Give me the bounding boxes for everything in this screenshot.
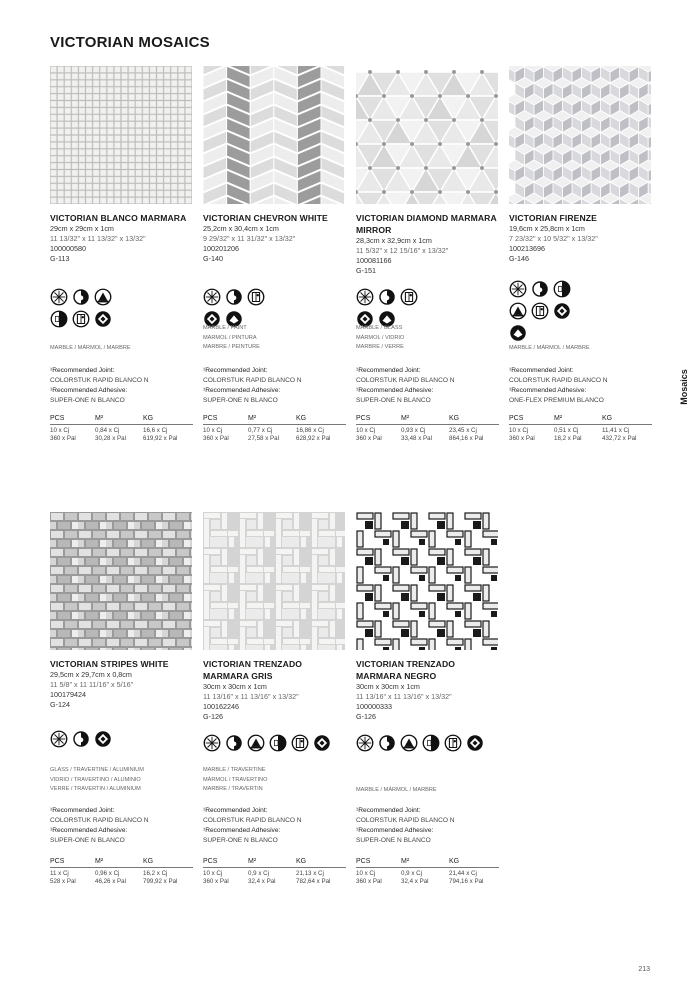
- header-kg: KG: [143, 858, 154, 866]
- dim-size-cm: 19,6cm x 25,8cm x 1cm: [509, 224, 585, 233]
- dim-size-in: 11 13/16" x 11 13/16" x 13/32": [203, 692, 299, 701]
- product-dimensions: [356, 236, 448, 276]
- product-dimensions: [203, 682, 299, 722]
- header-m2: M²: [248, 415, 257, 423]
- cell-kg: 16,6 x Cj: [143, 426, 168, 434]
- cell-kg: 11,41 x Cj: [602, 426, 630, 434]
- packaging-row: [203, 867, 346, 878]
- materials-list: [509, 344, 654, 354]
- recommendations: [356, 366, 501, 406]
- indoor-icon: [531, 302, 549, 320]
- product-name: VICTORIAN STRIPES WHITE: [50, 659, 169, 669]
- polished-icon: [94, 310, 112, 328]
- cell-kg: 432,72 x Pal: [602, 434, 637, 442]
- packaging-table: [50, 857, 193, 886]
- header-m2: M²: [248, 858, 257, 866]
- floor-wall-icon: [247, 734, 265, 752]
- recommendations: [203, 806, 348, 846]
- cell-pcs: 10 x Cj: [203, 426, 223, 434]
- tile-image: [203, 512, 345, 650]
- packaging-row: [203, 878, 346, 886]
- product-name: VICTORIAN TRENZADO MARMARA NEGRO: [356, 659, 456, 681]
- product-name: VICTORIAN TRENZADO MARMARA GRIS: [203, 659, 303, 681]
- dim-code: 100162246: [203, 702, 239, 711]
- dim-code: 100201206: [203, 244, 239, 253]
- polished-icon: [553, 302, 571, 320]
- indoor-icon: [72, 310, 90, 328]
- header-pcs: PCS: [509, 415, 524, 423]
- dim-code: 100000580: [50, 244, 86, 253]
- floor-wall-icon: [94, 288, 112, 306]
- recommended-adhesive-value: SUPER-ONE N BLANCO: [50, 397, 125, 404]
- product-card: [509, 66, 651, 442]
- product-dimensions: [356, 682, 452, 722]
- packaging-table: [509, 414, 652, 443]
- packaging-row: [509, 435, 652, 443]
- header-kg: KG: [143, 415, 154, 423]
- cell-kg: 21,13 x Cj: [296, 869, 324, 877]
- product-name: VICTORIAN CHEVRON WHITE: [203, 213, 328, 223]
- indoor-icon: [444, 734, 462, 752]
- feature-icons: [356, 734, 504, 752]
- header-m2: M²: [401, 858, 410, 866]
- water-absorption-icon: [72, 288, 90, 306]
- materials-list: [356, 324, 501, 353]
- cell-pcs: 10 x Cj: [50, 426, 70, 434]
- product-name: VICTORIAN DIAMOND MARMARA MIRROR: [356, 213, 497, 235]
- recommendations: [50, 806, 195, 846]
- dim-size-cm: 30cm x 30cm x 1cm: [356, 682, 420, 691]
- recommended-adhesive-value: ONE-FLEX PREMIUM BLANCO: [509, 397, 604, 404]
- water-absorption-icon: [225, 288, 243, 306]
- packaging-table: [50, 414, 193, 443]
- recommended-adhesive-label: ¹Recommended Adhesive:: [356, 387, 434, 394]
- packaging-header-row: [203, 414, 346, 424]
- packaging-row: [50, 435, 193, 443]
- tile-image: [509, 66, 651, 204]
- dim-size-in: 11 5/32" x 12 15/16" x 13/32": [356, 246, 449, 255]
- polished-icon: [94, 730, 112, 748]
- cell-m2: 18,2 x Pal: [554, 434, 582, 442]
- indoor-icon: [400, 288, 418, 306]
- packaging-row: [50, 878, 193, 886]
- cell-pcs: 360 x Pal: [356, 434, 382, 442]
- cell-pcs: 360 x Pal: [50, 434, 76, 442]
- packaging-header-row: [50, 414, 193, 424]
- header-m2: M²: [401, 415, 410, 423]
- indoor-icon: [291, 734, 309, 752]
- tile-image: [50, 512, 192, 650]
- cell-pcs: 10 x Cj: [356, 869, 376, 877]
- product-card: [203, 66, 345, 442]
- header-pcs: PCS: [356, 858, 371, 866]
- frost-resistant-icon: [50, 730, 68, 748]
- cell-pcs: 360 x Pal: [356, 877, 382, 885]
- header-m2: M²: [554, 415, 563, 423]
- cell-m2: 33,48 x Pal: [401, 434, 432, 442]
- dim-size-in: 7 23/32" x 10 5/32" x 13/32": [509, 234, 598, 243]
- header-pcs: PCS: [356, 415, 371, 423]
- material-line: MÁRMOL / TRAVERTINO: [203, 776, 268, 783]
- recommended-joint-label: ¹Recommended Joint:: [356, 367, 421, 374]
- cell-m2: 27,58 x Pal: [248, 434, 279, 442]
- recommended-adhesive-value: SUPER-ONE N BLANCO: [356, 397, 431, 404]
- dim-size-cm: 30cm x 30cm x 1cm: [203, 682, 267, 691]
- recommended-adhesive-value: SUPER-ONE N BLANCO: [203, 397, 278, 404]
- material-line: MARBLE / MÁRMOL / MARBRE: [50, 345, 131, 351]
- recommended-joint-value: COLORSTUK RAPID BLANCO N: [356, 377, 455, 384]
- floor-wall-icon: [400, 734, 418, 752]
- recommended-joint-value: COLORSTUK RAPID BLANCO N: [50, 377, 149, 384]
- tile-image: [356, 66, 498, 204]
- cell-m2: 0,77 x Cj: [248, 426, 273, 434]
- cell-m2: 0,9 x Cj: [401, 869, 422, 877]
- dim-size-in: 11 13/16" x 11 13/16" x 13/32": [356, 692, 452, 701]
- dim-code: 100000333: [356, 702, 392, 711]
- material-line: GLASS / TRAVERTINE / ALUMINIUM: [50, 767, 144, 773]
- cell-m2: 0,93 x Cj: [401, 426, 426, 434]
- cell-kg: 628,92 x Pal: [296, 434, 331, 442]
- feature-icons: [50, 730, 128, 748]
- cell-pcs: 11 x Cj: [50, 869, 69, 877]
- packaging-table: [356, 414, 499, 443]
- product-dimensions: [50, 670, 133, 710]
- frost-resistant-icon: [203, 288, 221, 306]
- cell-kg: 23,45 x Cj: [449, 426, 477, 434]
- water-absorption-icon: [72, 730, 90, 748]
- product-name: VICTORIAN BLANCO MARMARA: [50, 213, 187, 223]
- water-absorption-icon: [225, 734, 243, 752]
- recommended-joint-value: COLORSTUK RAPID BLANCO N: [203, 817, 302, 824]
- material-line: MARBLE / TRAVERTINE: [203, 767, 266, 773]
- material-line: MÁRMOL / PINTURA: [203, 334, 257, 341]
- header-pcs: PCS: [50, 858, 65, 866]
- packaging-header-row: [509, 414, 652, 424]
- header-pcs: PCS: [203, 415, 218, 423]
- header-kg: KG: [449, 858, 460, 866]
- cell-m2: 46,26 x Pal: [95, 877, 126, 885]
- tile-image: [203, 66, 345, 204]
- header-m2: M²: [95, 858, 104, 866]
- recommended-joint-label: ¹Recommended Joint:: [50, 807, 115, 814]
- header-kg: KG: [602, 415, 613, 423]
- material-line: VIDRIO / TRAVERTINO / ALUMINIO: [50, 776, 141, 783]
- dim-group: G-140: [203, 254, 223, 263]
- recommended-joint-value: COLORSTUK RAPID BLANCO N: [509, 377, 608, 384]
- cell-pcs: 10 x Cj: [356, 426, 376, 434]
- water-absorption-icon: [531, 280, 549, 298]
- dim-group: G-113: [50, 254, 70, 263]
- dim-size-cm: 25,2cm x 30,4cm x 1cm: [203, 224, 279, 233]
- product-card: [203, 512, 345, 885]
- material-line: MARBLE / MÁRMOL / MARBRE: [356, 787, 437, 793]
- cell-kg: 16,86 x Cj: [296, 426, 324, 434]
- glossy-icon: [509, 324, 527, 342]
- packaging-row: [509, 424, 652, 435]
- header-m2: M²: [95, 415, 104, 423]
- cell-m2: 30,28 x Pal: [95, 434, 126, 442]
- material-line: MARBRE / VERRE: [356, 344, 404, 350]
- cell-kg: 794,16 x Pal: [449, 877, 484, 885]
- product-card: [356, 512, 498, 885]
- dim-group: G-146: [509, 254, 529, 263]
- polished-icon: [313, 734, 331, 752]
- water-absorption-icon: [378, 734, 396, 752]
- material-line: MÁRMOL / VIDRIO: [356, 334, 405, 341]
- dim-group: G-151: [356, 266, 376, 275]
- side-section-tab: Mosaics: [679, 369, 689, 405]
- cell-pcs: 10 x Cj: [509, 426, 529, 434]
- cell-pcs: 528 x Pal: [50, 877, 76, 885]
- cell-kg: 16,2 x Cj: [143, 869, 168, 877]
- cell-m2: 0,9 x Cj: [248, 869, 269, 877]
- material-line: MARBRE / TRAVERTIN: [203, 786, 263, 792]
- recommended-joint-label: ¹Recommended Joint:: [356, 807, 421, 814]
- recommended-adhesive-label: ¹Recommended Adhesive:: [50, 827, 128, 834]
- packaging-row: [50, 867, 193, 878]
- recommended-joint-value: COLORSTUK RAPID BLANCO N: [203, 377, 302, 384]
- header-pcs: PCS: [50, 415, 65, 423]
- recommendations: [356, 806, 501, 846]
- product-card: [50, 66, 192, 442]
- materials-list: [50, 344, 195, 354]
- cell-kg: 799,92 x Pal: [143, 877, 178, 885]
- recommended-adhesive-label: ¹Recommended Adhesive:: [203, 827, 281, 834]
- cell-m2: 32,4 x Pal: [401, 877, 429, 885]
- recommended-joint-value: COLORSTUK RAPID BLANCO N: [356, 817, 455, 824]
- product-card: [356, 66, 498, 442]
- cell-kg: 782,64 x Pal: [296, 877, 331, 885]
- dim-group: G-126: [203, 712, 223, 721]
- packaging-table: [356, 857, 499, 886]
- recommended-adhesive-label: ¹Recommended Adhesive:: [203, 387, 281, 394]
- packaging-row: [356, 435, 499, 443]
- materials-list: [356, 786, 501, 796]
- feature-icons: [50, 288, 128, 328]
- slip-resistance-icon: [553, 280, 571, 298]
- packaging-row: [356, 424, 499, 435]
- water-absorption-icon: [378, 288, 396, 306]
- material-line: MARBRE / PEINTURE: [203, 344, 260, 350]
- feature-icons: [203, 288, 281, 328]
- recommended-joint-label: ¹Recommended Joint:: [50, 367, 115, 374]
- recommended-joint-label: ¹Recommended Joint:: [509, 367, 574, 374]
- page-number: 213: [638, 966, 650, 973]
- floor-wall-icon: [509, 302, 527, 320]
- recommendations: [203, 366, 348, 406]
- frost-resistant-icon: [509, 280, 527, 298]
- packaging-header-row: [356, 414, 499, 424]
- indoor-icon: [247, 288, 265, 306]
- recommended-adhesive-value: SUPER-ONE N BLANCO: [50, 837, 125, 844]
- dim-size-cm: 29,5cm x 29,7cm x 0,8cm: [50, 670, 132, 679]
- cell-kg: 864,16 x Pal: [449, 434, 484, 442]
- slip-resistance-icon: [422, 734, 440, 752]
- packaging-header-row: [50, 857, 193, 867]
- material-line: MARBLE / PAINT: [203, 325, 247, 331]
- tile-image: [356, 512, 498, 650]
- recommended-joint-label: ¹Recommended Joint:: [203, 807, 268, 814]
- cell-m2: 0,96 x Cj: [95, 869, 120, 877]
- header-kg: KG: [296, 415, 307, 423]
- packaging-header-row: [356, 857, 499, 867]
- product-dimensions: [203, 224, 295, 264]
- recommendations: [50, 366, 195, 406]
- packaging-table: [203, 857, 346, 886]
- cell-m2: 0,84 x Cj: [95, 426, 120, 434]
- frost-resistant-icon: [356, 734, 374, 752]
- materials-list: [203, 766, 348, 795]
- cell-m2: 32,4 x Pal: [248, 877, 276, 885]
- feature-icons: [203, 734, 351, 752]
- cell-pcs: 360 x Pal: [203, 434, 229, 442]
- recommended-adhesive-value: SUPER-ONE N BLANCO: [203, 837, 278, 844]
- slip-resistance-icon: [269, 734, 287, 752]
- feature-icons: [509, 280, 587, 342]
- dim-code: 100213696: [509, 244, 545, 253]
- product-card: [50, 512, 192, 885]
- material-line: MARBLE / GLASS: [356, 325, 403, 331]
- dim-group: G-126: [356, 712, 376, 721]
- packaging-row: [50, 424, 193, 435]
- material-line: MARBLE / MÁRMOL / MARBRE: [509, 345, 590, 351]
- frost-resistant-icon: [203, 734, 221, 752]
- recommended-adhesive-value: SUPER-ONE N BLANCO: [356, 837, 431, 844]
- packaging-row: [356, 878, 499, 886]
- feature-icons: [356, 288, 434, 328]
- dim-size-in: 9 29/32" x 11 31/32" x 13/32": [203, 234, 296, 243]
- recommended-adhesive-label: ¹Recommended Adhesive:: [509, 387, 587, 394]
- product-dimensions: [509, 224, 598, 264]
- cell-kg: 21,44 x Cj: [449, 869, 477, 877]
- dim-size-cm: 28,3cm x 32,9cm x 1cm: [356, 236, 432, 245]
- materials-list: [50, 766, 195, 795]
- frost-resistant-icon: [50, 288, 68, 306]
- frost-resistant-icon: [356, 288, 374, 306]
- packaging-row: [203, 424, 346, 435]
- material-line: VERRE / TRAVERTIN / ALUMINIUM: [50, 786, 141, 792]
- cell-kg: 619,92 x Pal: [143, 434, 178, 442]
- dim-code: 100081166: [356, 256, 392, 265]
- packaging-header-row: [203, 857, 346, 867]
- recommended-adhesive-label: ¹Recommended Adhesive:: [50, 387, 128, 394]
- polished-icon: [466, 734, 484, 752]
- recommended-adhesive-label: ¹Recommended Adhesive:: [356, 827, 434, 834]
- slip-resistance-icon: [50, 310, 68, 328]
- page-title: VICTORIAN MOSAICS: [50, 34, 210, 51]
- dim-size-in: 11 13/32" x 11 13/32" x 13/32": [50, 234, 146, 243]
- recommended-joint-label: ¹Recommended Joint:: [203, 367, 268, 374]
- dim-size-in: 11 5/8" x 11 11/16" x 5/16": [50, 680, 134, 689]
- packaging-row: [203, 435, 346, 443]
- product-dimensions: [50, 224, 146, 264]
- packaging-table: [203, 414, 346, 443]
- cell-pcs: 360 x Pal: [203, 877, 229, 885]
- packaging-row: [356, 867, 499, 878]
- header-kg: KG: [296, 858, 307, 866]
- header-pcs: PCS: [203, 858, 218, 866]
- tile-image: [50, 66, 192, 204]
- cell-pcs: 10 x Cj: [203, 869, 223, 877]
- materials-list: [203, 324, 348, 353]
- recommended-joint-value: COLORSTUK RAPID BLANCO N: [50, 817, 149, 824]
- dim-group: G-124: [50, 700, 70, 709]
- cell-pcs: 360 x Pal: [509, 434, 535, 442]
- header-kg: KG: [449, 415, 460, 423]
- product-name: VICTORIAN FIRENZE: [509, 213, 597, 223]
- dim-size-cm: 29cm x 29cm x 1cm: [50, 224, 114, 233]
- dim-code: 100179424: [50, 690, 86, 699]
- recommendations: [509, 366, 654, 406]
- cell-m2: 0,51 x Cj: [554, 426, 579, 434]
